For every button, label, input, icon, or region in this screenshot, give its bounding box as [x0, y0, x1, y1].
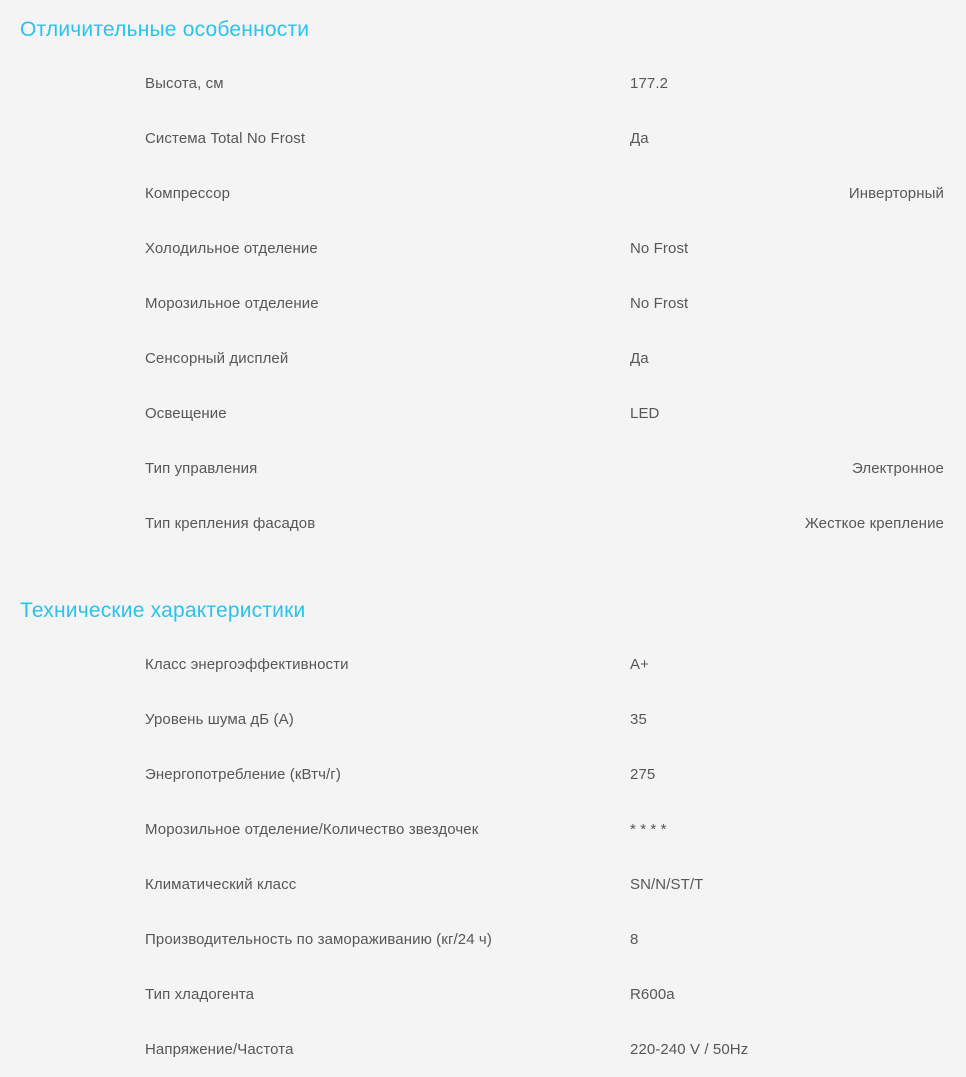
spec-value: 177.2 [630, 75, 669, 92]
table-row [0, 111, 966, 166]
spec-name: Освещение [145, 405, 227, 422]
table-row [0, 56, 966, 111]
table-row [0, 967, 966, 1022]
spec-name: Тип хладогента [145, 986, 255, 1003]
section-title: Технические характеристики [20, 599, 306, 622]
spec-name: Высота, см [145, 75, 224, 92]
table-row [0, 496, 966, 551]
spec-name: Морозильное отделение/Количество звездочек [145, 821, 479, 838]
spec-name: Морозильное отделение [145, 295, 319, 312]
spec-value: No Frost [630, 240, 689, 257]
spec-name: Класс энергоэффективности [145, 656, 349, 673]
spec-value: Инверторный [848, 185, 944, 202]
spec-value: Электронное [851, 460, 944, 477]
table-row [0, 692, 966, 747]
table-row [0, 386, 966, 441]
spec-value: LED [630, 405, 660, 422]
table-row [0, 1022, 966, 1077]
table-row [0, 637, 966, 692]
spec-name: Климатический класс [145, 876, 297, 893]
spec-name: Холодильное отделение [145, 240, 318, 257]
section-title: Отличительные особенности [20, 18, 310, 41]
spec-name: Уровень шума дБ (А) [145, 711, 294, 728]
spec-value: 35 [630, 711, 647, 728]
table-row [0, 166, 966, 221]
table-row [0, 276, 966, 331]
spec-name: Компрессор [145, 185, 231, 202]
spec-value: R600a [630, 986, 675, 1003]
table-row [0, 857, 966, 912]
spec-value: SN/N/ST/T [630, 876, 704, 893]
spec-name: Напряжение/Частота [145, 1041, 294, 1058]
spec-value: A+ [630, 656, 649, 673]
table-row [0, 802, 966, 857]
spec-name: Система Total No Frost [145, 130, 306, 147]
section-technical-specifications [0, 579, 966, 1077]
spec-table-body [0, 56, 966, 551]
table-row [0, 221, 966, 276]
spec-value: 8 [630, 931, 639, 948]
spec-name: Сенсорный дисплей [145, 350, 289, 367]
spec-table-body [0, 637, 966, 1077]
section-divider-space [0, 551, 966, 579]
spec-value: Да [630, 350, 649, 367]
spec-name: Энергопотребление (кВтч/г) [145, 766, 341, 783]
spec-value: No Frost [630, 295, 689, 312]
spec-name: Тип крепления фасадов [145, 515, 316, 532]
spec-table [0, 56, 966, 551]
spec-value: Да [630, 130, 649, 147]
table-row [0, 441, 966, 496]
table-row [0, 331, 966, 386]
spec-table [0, 637, 966, 1077]
spec-name: Производительность по замораживанию (кг/24 ч) [145, 931, 492, 948]
spec-value: * * * * [630, 821, 667, 838]
spec-name: Тип управления [145, 460, 258, 477]
spec-value: 220-240 V / 50Hz [630, 1041, 749, 1058]
spec-value: 275 [630, 766, 656, 783]
table-row [0, 912, 966, 967]
table-row [0, 747, 966, 802]
spec-value: Жесткое крепление [804, 515, 944, 532]
